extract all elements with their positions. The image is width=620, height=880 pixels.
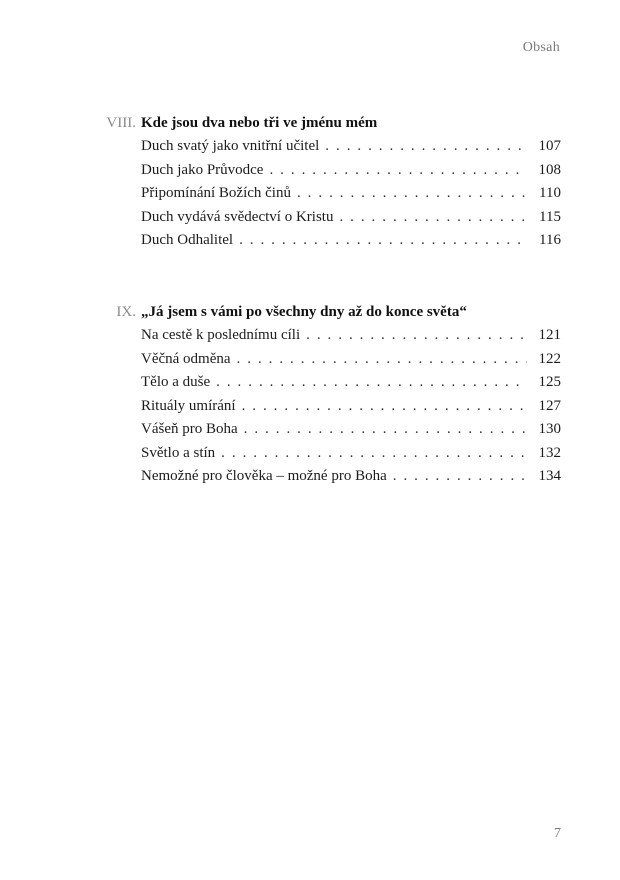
toc-entry[interactable] [141, 371, 561, 395]
dot-leader [221, 442, 527, 466]
running-head: Obsah [522, 40, 560, 55]
section-title: „Já jsem s vámi po všechny dny až do konce světa“ [141, 304, 467, 320]
section-heading [0, 112, 620, 135]
dot-leader [339, 206, 527, 230]
toc-entry[interactable] [141, 206, 561, 230]
section-numeral: IX. [116, 304, 136, 320]
toc-entry[interactable] [141, 348, 561, 372]
toc-section-ix [0, 301, 620, 489]
toc-entry[interactable] [141, 395, 561, 419]
section-numeral: VIII. [106, 115, 136, 131]
toc-entry-page: 132 [538, 444, 561, 461]
dot-leader [237, 348, 527, 372]
toc-entry-title: Rituály umírání [141, 397, 236, 414]
toc-entry-page: 122 [538, 350, 561, 367]
toc-entry-page: 108 [538, 161, 561, 178]
toc-entry-page: 110 [539, 185, 561, 201]
toc-entry-page: 121 [538, 327, 561, 343]
toc-entry-title: Nemožné pro člověka – možné pro Boha [141, 468, 387, 484]
toc-entry-title: Připomínání Božích činů [141, 185, 291, 201]
toc-entry[interactable] [141, 159, 561, 183]
toc-entry-title: Duch Odhalitel [141, 232, 234, 248]
toc-entry[interactable] [141, 324, 561, 348]
dot-leader [297, 182, 527, 206]
dot-leader [244, 418, 527, 442]
toc-entry-title: Duch jako Průvodce [141, 161, 264, 178]
toc-entry-page: 107 [538, 138, 561, 154]
toc-entry[interactable] [141, 465, 561, 489]
toc-entry-title: Duch svatý jako vnitřní učitel [141, 138, 320, 154]
dot-leader [242, 395, 527, 419]
toc-entry-page: 127 [538, 397, 561, 414]
toc-entry-page: 115 [539, 208, 561, 225]
toc-entry[interactable] [141, 229, 561, 253]
section-heading [0, 301, 620, 324]
toc-entry-title: Vášeň pro Boha [141, 421, 238, 437]
toc-entry[interactable] [141, 182, 561, 206]
toc-entry-title: Světlo a stín [141, 444, 216, 461]
toc-entry-title: Duch vydává svědectví o Kristu [141, 208, 334, 225]
dot-leader [325, 135, 527, 159]
dot-leader [239, 229, 527, 253]
dot-leader [306, 324, 527, 348]
toc-entry-page: 134 [538, 468, 561, 484]
toc-section-viii [0, 112, 620, 253]
toc-entry-title: Na cestě k poslednímu cíli [141, 327, 301, 343]
dot-leader [269, 159, 527, 183]
toc-entry-title: Věčná odměna [141, 350, 231, 367]
toc-entry-page: 116 [539, 232, 561, 248]
page-number: 7 [554, 826, 561, 841]
toc-entry[interactable] [141, 135, 561, 159]
dot-leader [216, 371, 527, 395]
dot-leader [393, 465, 527, 489]
toc-entry-page: 130 [538, 421, 561, 437]
section-title: Kde jsou dva nebo tři ve jménu mém [141, 115, 378, 131]
toc-entry[interactable] [141, 442, 561, 466]
toc-entry-page: 125 [538, 374, 561, 390]
toc-entry-title: Tělo a duše [141, 374, 211, 390]
toc-entry[interactable] [141, 418, 561, 442]
